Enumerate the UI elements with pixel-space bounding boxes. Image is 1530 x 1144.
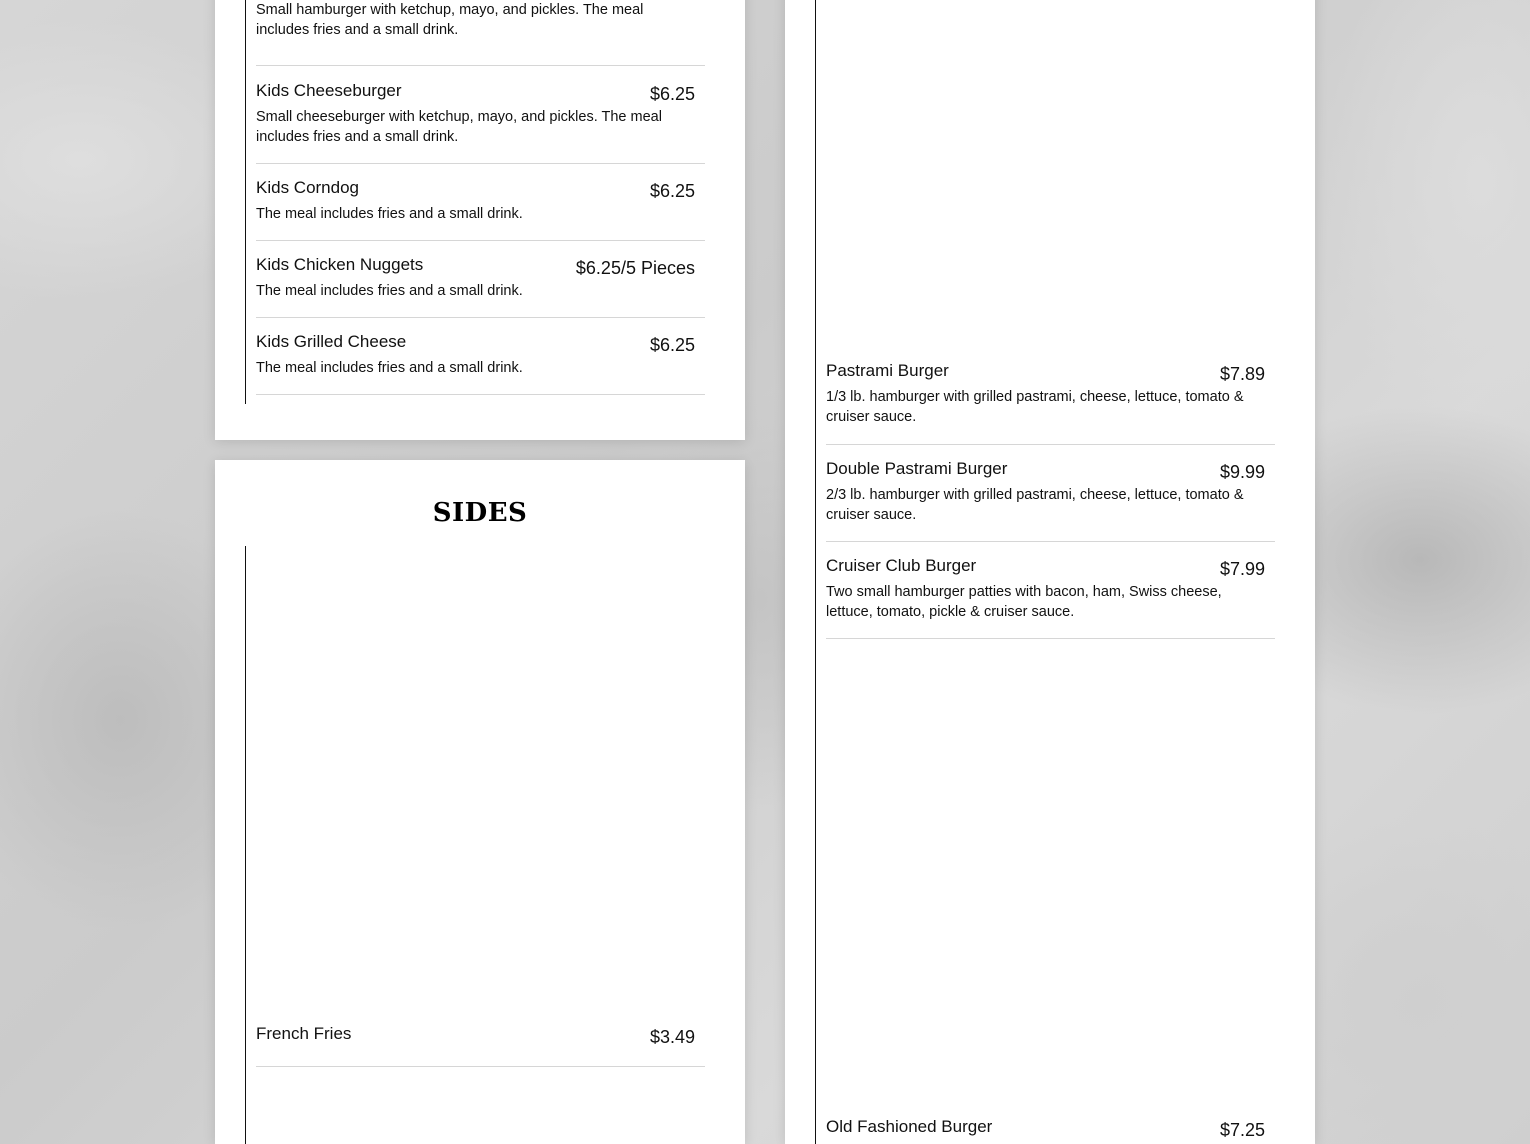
menu-item-name: Kids Grilled Cheese [256, 332, 407, 351]
kids-menu-panel [215, 0, 745, 440]
menu-item-price: $7.99 [1219, 559, 1265, 579]
menu-item-price: $6.25 [649, 84, 695, 104]
menu-item-price: $6.25/5 Pieces [575, 258, 695, 278]
burgers-rail [815, 0, 816, 1144]
menu-item-kids-cheeseburger [256, 81, 705, 164]
menu-item-description: 2/3 lb. hamburger with grilled pastrami, cheese, lettuce, tomato & cruiser sauce. [826, 487, 1244, 523]
menu-item-cruiser-club-burger [826, 556, 1275, 639]
kids-menu-rail [245, 0, 246, 404]
menu-item-kids-grilled-cheese [256, 332, 705, 395]
menu-item-price: $6.25 [649, 181, 695, 201]
menu-item-kids-chicken-nuggets [256, 255, 705, 318]
menu-item-name: Double Pastrami Burger [826, 459, 1008, 478]
menu-item-price: $3.49 [649, 1027, 695, 1047]
menu-item-name: Cruiser Club Burger [826, 556, 977, 575]
menu-item-double-pastrami-burger [826, 459, 1275, 542]
menu-item-price: $9.99 [1219, 462, 1265, 482]
menu-item-price: $6.25 [649, 335, 695, 355]
menu-item-french-fries [256, 1024, 705, 1067]
menu-item-name: Pastrami Burger [826, 361, 949, 380]
menu-item-description: Small cheeseburger with ketchup, mayo, and pickles. The meal includes fries and a small drink. [256, 109, 662, 145]
menu-item-name: French Fries [256, 1024, 352, 1043]
menu-item-pastrami-burger [826, 361, 1275, 445]
menu-item-description: The meal includes fries and a small drink. [256, 206, 523, 222]
sides-rail [245, 546, 246, 1144]
menu-item-kids-hamburger [256, 0, 705, 66]
menu-item-description: 1/3 lb. hamburger with grilled pastrami, cheese, lettuce, tomato & cruiser sauce. [826, 389, 1244, 425]
menu-item-description: Two small hamburger patties with bacon, ham, Swiss cheese, lettuce, tomato, pickle & cruiser sauce. [826, 584, 1222, 620]
menu-item-price: $7.89 [1219, 364, 1265, 384]
burgers-panel [785, 0, 1315, 1144]
menu-item-description: The meal includes fries and a small drink. [256, 283, 523, 299]
menu-item-name: Kids Cheeseburger [256, 81, 402, 100]
menu-item-kids-corndog [256, 178, 705, 241]
menu-item-description: Small hamburger with ketchup, mayo, and pickles. The meal includes fries and a small drink. [256, 2, 644, 38]
menu-item-name: Old Fashioned Burger [826, 1117, 993, 1136]
menu-item-name: Kids Corndog [256, 178, 360, 197]
menu-item-name: Kids Chicken Nuggets [256, 255, 424, 274]
sides-panel [215, 460, 745, 1144]
menu-item-price: $7.25 [1219, 1120, 1265, 1140]
sides-section-title: SIDES [432, 498, 528, 528]
menu-item-description: The meal includes fries and a small drink. [256, 360, 523, 376]
menu-item-old-fashioned-burger [826, 1117, 1275, 1144]
